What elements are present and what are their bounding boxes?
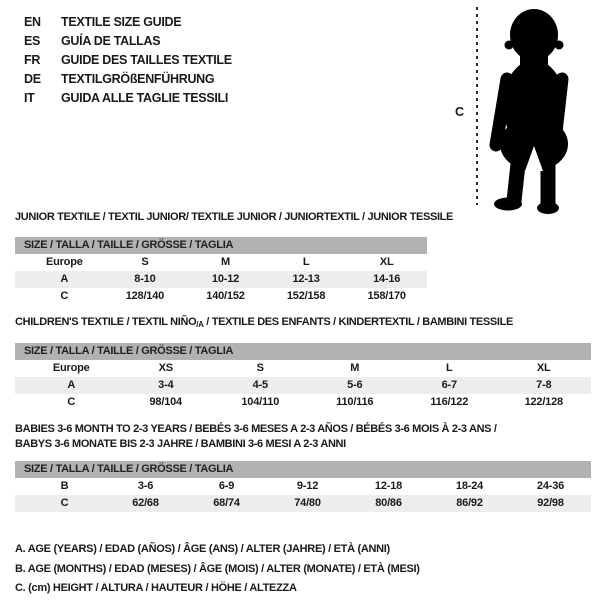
height-measure-label: C bbox=[455, 105, 465, 119]
age-cell: 14-16 bbox=[373, 273, 401, 285]
table-row bbox=[15, 478, 591, 495]
language-row bbox=[24, 31, 232, 50]
language-code: DE bbox=[24, 71, 41, 86]
age-cell: 3-4 bbox=[158, 379, 174, 391]
age-cell: 12-13 bbox=[292, 273, 320, 285]
footnote-legend bbox=[15, 540, 420, 599]
row-label: Europe bbox=[45, 256, 83, 268]
size-cell: M bbox=[350, 362, 360, 374]
table-row bbox=[15, 271, 427, 288]
junior-size-table bbox=[15, 237, 427, 305]
row-label: C bbox=[67, 396, 76, 408]
height-cell: 74/80 bbox=[294, 497, 321, 509]
language-row bbox=[24, 69, 232, 88]
footnote-b: B. AGE (MONTHS) / EDAD (MESES) / ÂGE (MOIS) / ALTER (MONATE) / ETÀ (MESI) bbox=[15, 562, 420, 575]
language-row bbox=[24, 88, 232, 107]
size-cell: XS bbox=[158, 362, 173, 374]
size-header-bar: SIZE / TALLA / TAILLE / GRÖSSE / TAGLIA bbox=[15, 237, 427, 254]
babies-title-line-2: BABYS 3-6 MONATE BIS 2-3 JAHRE / BAMBINI 3-6 MESI A 2-3 ANNI bbox=[15, 438, 346, 450]
age-cell: 10-12 bbox=[211, 273, 240, 285]
babies-size-table bbox=[15, 461, 591, 512]
height-cell: 122/128 bbox=[524, 396, 563, 408]
size-cell: XL bbox=[379, 256, 394, 268]
size-cell: XL bbox=[536, 362, 551, 374]
size-cell: S bbox=[256, 362, 264, 374]
age-cell: 6-7 bbox=[441, 379, 457, 391]
age-cell: 6-9 bbox=[218, 480, 235, 492]
height-cell: 128/140 bbox=[125, 290, 165, 302]
babies-title-line-1: BABIES 3-6 MONTH TO 2-3 YEARS / BEBÉS 3-6 MESES A 2-3 AÑOS / BÉBÉS 3-6 MOIS À 2-3 ANS / bbox=[15, 423, 497, 435]
row-label: Europe bbox=[52, 362, 90, 374]
junior-section-title: JUNIOR TEXTILE / TEXTIL JUNIOR/ TEXTILE JUNIOR / JUNIORTEXTIL / JUNIOR TESSILE bbox=[15, 211, 454, 223]
age-cell: 4-5 bbox=[252, 379, 268, 391]
height-cell: 68/74 bbox=[213, 497, 240, 509]
height-cell: 104/110 bbox=[241, 396, 280, 408]
children-title-subscript: /A bbox=[196, 320, 204, 329]
table-row bbox=[15, 360, 591, 377]
footnote-c: C. (cm) HEIGHT / ALTURA / HAUTEUR / HÖHE / ALTEZZA bbox=[15, 582, 297, 594]
age-cell: 3-6 bbox=[137, 480, 154, 492]
children-size-table bbox=[15, 343, 591, 411]
age-cell: 8-10 bbox=[134, 273, 156, 285]
height-cell: 98/104 bbox=[149, 396, 182, 408]
children-title-pre: CHILDREN'S TEXTILE / TEXTIL NIÑO bbox=[15, 316, 197, 328]
table-row bbox=[15, 377, 591, 394]
language-title-list bbox=[24, 12, 232, 107]
age-cell: 24-36 bbox=[536, 480, 565, 492]
height-cell: 116/122 bbox=[430, 396, 469, 408]
height-measure-dotted-line bbox=[476, 7, 478, 205]
age-cell: 7-8 bbox=[536, 379, 552, 391]
language-code: ES bbox=[24, 33, 41, 48]
size-header-bar: SIZE / TALLA / TAILLE / GRÖSSE / TAGLIA bbox=[15, 343, 591, 360]
language-row bbox=[24, 50, 232, 69]
row-label: A bbox=[60, 273, 69, 285]
age-cell: 9-12 bbox=[296, 480, 319, 492]
row-label: B bbox=[60, 480, 69, 492]
size-cell: M bbox=[221, 256, 230, 268]
language-title: GUIDA ALLE TAGLIE TESSILI bbox=[61, 90, 229, 105]
row-label: C bbox=[60, 290, 69, 302]
children-title-post: / TEXTILE DES ENFANTS / KINDERTEXTIL / BAMBINI TESSILE bbox=[203, 316, 513, 328]
height-cell: 80/86 bbox=[375, 497, 402, 509]
language-title: GUIDE DES TAILLES TEXTILE bbox=[61, 52, 232, 67]
size-cell: S bbox=[141, 256, 149, 268]
language-row bbox=[24, 12, 232, 31]
language-title: GUÍA DE TALLAS bbox=[61, 33, 161, 48]
height-cell: 86/92 bbox=[456, 497, 483, 509]
language-title: TEXTILE SIZE GUIDE bbox=[61, 14, 182, 29]
age-cell: 12-18 bbox=[374, 480, 403, 492]
height-cell: 152/158 bbox=[286, 290, 326, 302]
age-cell: 5-6 bbox=[347, 379, 363, 391]
row-label: A bbox=[67, 379, 76, 391]
size-header-bar: SIZE / TALLA / TAILLE / GRÖSSE / TAGLIA bbox=[15, 461, 591, 478]
height-cell: 62/68 bbox=[132, 497, 159, 509]
height-cell: 140/152 bbox=[206, 290, 245, 302]
height-cell: 158/170 bbox=[367, 290, 406, 302]
language-code: IT bbox=[24, 90, 35, 105]
language-title: TEXTILGRÖßENFÜHRUNG bbox=[61, 71, 215, 86]
language-code: EN bbox=[24, 14, 41, 29]
age-cell: 18-24 bbox=[455, 480, 484, 492]
babies-section-title bbox=[15, 422, 497, 452]
table-row bbox=[15, 394, 591, 411]
table-row bbox=[15, 288, 427, 305]
height-cell: 110/116 bbox=[336, 396, 374, 408]
size-cell: L bbox=[302, 256, 310, 268]
language-code: FR bbox=[24, 52, 41, 67]
children-section-title bbox=[15, 316, 513, 329]
table-row bbox=[15, 254, 427, 271]
size-cell: L bbox=[445, 362, 453, 374]
table-row bbox=[15, 495, 591, 512]
height-cell: 92/98 bbox=[537, 497, 564, 509]
row-label: C bbox=[60, 497, 69, 509]
footnote-a: A. AGE (YEARS) / EDAD (AÑOS) / ÂGE (ANS) / ALTER (JAHRE) / ETÀ (ANNI) bbox=[15, 543, 390, 555]
toddler-silhouette-image bbox=[487, 5, 581, 215]
